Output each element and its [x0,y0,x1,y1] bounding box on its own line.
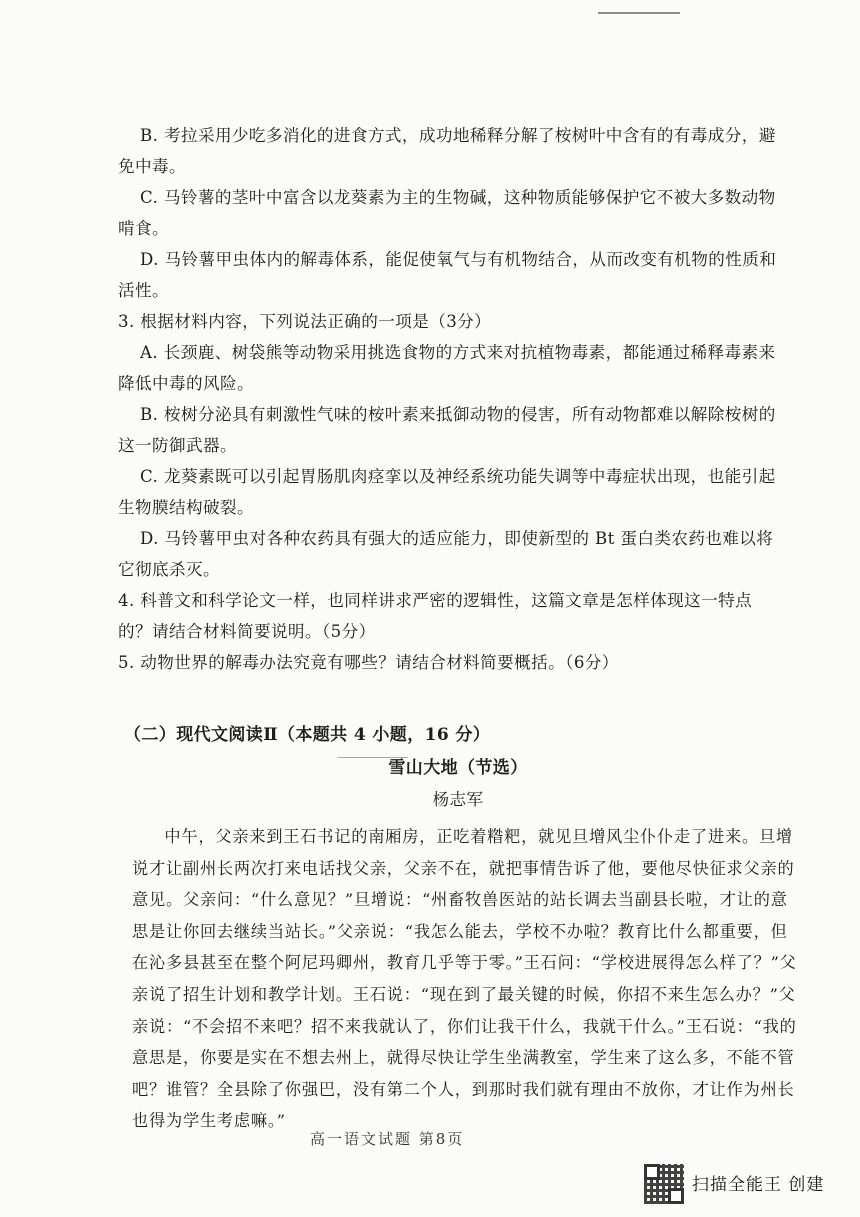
q2-option-d [118,244,798,306]
passage-body: 中午，父亲来到王石书记的南厢房，正吃着糌粑，就见旦增风尘仆仆走了进来。旦增说才让副州长两次打来电话找父亲，父亲不在，就把事情告诉了他，要他尽快征求父亲的意见。父亲问：“什么意见？”旦增说：“州畜牧兽医站的站长调去当副县长啦，才让的意思是让你回去继续当站长。”父亲说：“我怎么能去，学校不办啦？教育比什么都重要，但在沁多县甚至在整个阿尼玛卿州，教育几乎等于零。”王石问：“学校进展得怎么样了？”父亲说了招生计划和教学计划。王石说：“现在到了最关键的时候，你招不来生怎么办？”父亲说：“不会招不来吧？招不来我就认了，你们让我干什么，我就干什么。”王石说：“我的意思是，你要是实在不想去州上，就得尽快让学生坐满教室，学生来了这么多，不能不管吧？谁管？全县除了你强巴，没有第二个人，到那时我们就有理由不放你，才让作为州长也得为学生考虑嘛。” [132,827,797,1131]
q3-option-b [118,399,798,461]
option-label: D. [140,529,159,548]
option-label: D. [140,250,159,269]
q3-stem: 3. 根据材料内容，下列说法正确的一项是（3分） [118,312,492,331]
option-text: 马铃薯甲虫体内的解毒体系，能促使氧气与有机物结合，从而改变有机物的性质和 [164,250,777,269]
qr-code-icon [644,1164,684,1204]
passage-title-wrap [118,753,798,784]
q3-option-d [118,523,798,585]
option-text-cont: 生物膜结构破裂。 [118,498,254,517]
q3-option-a [118,337,798,399]
passage-title: 雪山大地（节选） [388,758,528,778]
option-label: C. [140,467,159,486]
q4-line2: 的？请结合材料简要说明。（5分） [118,622,376,641]
option-text-cont: 这一防御武器。 [118,436,237,455]
section-heading: （二）现代文阅读Ⅱ（本题共 4 小题，16 分） [124,725,491,745]
option-label: B. [140,405,159,424]
option-text-cont: 降低中毒的风险。 [118,374,254,393]
option-label: C. [140,188,159,207]
q4-line1: 4. 科普文和科学论文一样，也同样讲求严密的逻辑性，这篇文章是怎样体现这一特点 [118,591,753,610]
option-text: 马铃薯甲虫对各种农药具有强大的适应能力，即使新型的 Bt 蛋白类农药也难以将 [164,529,774,548]
option-text-cont: 啃食。 [118,219,169,238]
option-text-cont: 免中毒。 [118,157,186,176]
option-text: 考拉采用少吃多消化的进食方式，成功地稀释分解了桉树叶中含有的有毒成分，避 [163,126,776,145]
option-text: 龙葵素既可以引起胃肠肌肉痉挛以及神经系统功能失调等中毒症状出现，也能引起 [163,467,776,486]
q3-option-c [118,461,798,523]
option-label: B. [140,126,159,145]
q2-option-c [118,182,798,244]
option-text: 长颈鹿、树袋熊等动物采用挑选食物的方式来对抗植物毒素，都能通过稀释毒素来 [163,343,776,362]
option-text: 桉树分泌具有刺激性气味的桉叶素来抵御动物的侵害，所有动物都难以解除桉树的 [163,405,776,424]
q5: 5. 动物世界的解毒办法究竟有哪些？请结合材料简要概括。（6分） [118,653,619,672]
scan-mark [598,12,680,14]
option-text-cont: 它彻底杀灭。 [118,560,220,579]
passage-author: 杨志军 [432,790,484,809]
q2-option-b [118,120,798,182]
scanner-watermark: 扫描全能王 创建 [692,1175,825,1195]
option-text: 马铃薯的茎叶中富含以龙葵素为主的生物碱，这种物质能够保护它不被大多数动物 [163,188,776,207]
option-text-cont: 活性。 [118,281,169,300]
scan-underline [338,757,408,758]
page-footer: 高一语文试题 第8页 [310,1130,465,1148]
option-label: A. [140,343,159,362]
